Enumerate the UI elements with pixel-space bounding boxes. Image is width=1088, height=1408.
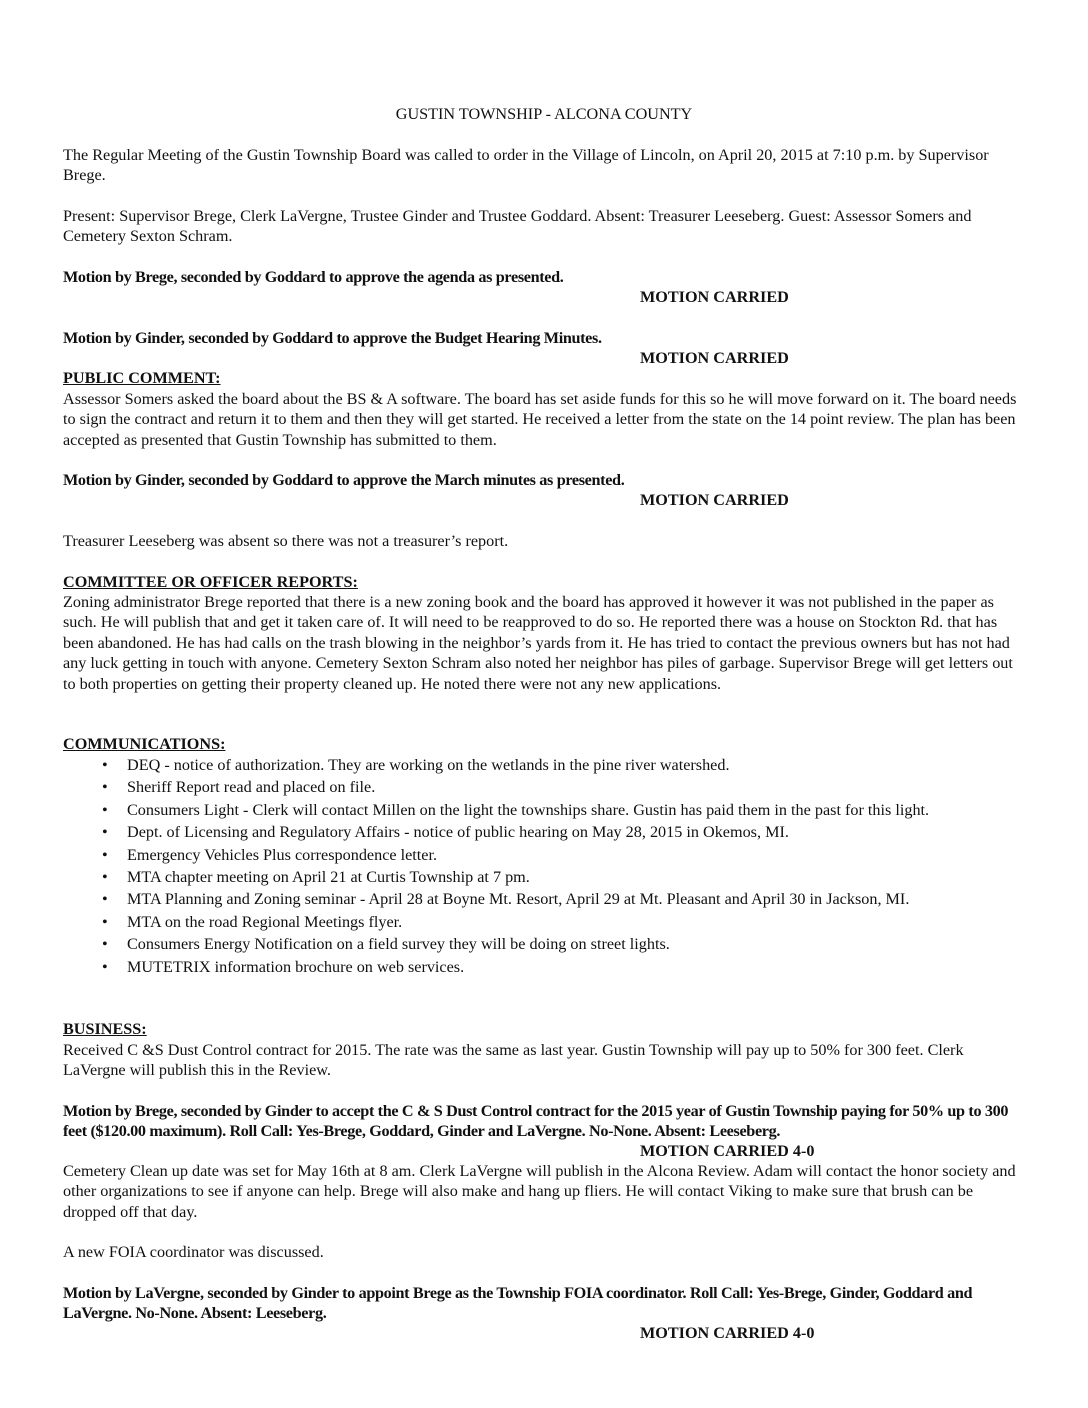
motion-carried-dust: MOTION CARRIED 4-0 [640, 1142, 815, 1160]
motion-carried-foia: MOTION CARRIED 4-0 [640, 1324, 815, 1342]
attendance-paragraph: Present: Supervisor Brege, Clerk LaVergne, Trustee Ginder and Trustee Goddard. Absent: Treasurer Leeseberg. Guest: Assessor Somers and Cemetery Sexton Schram. [63, 207, 972, 246]
committee-heading: COMMITTEE OR OFFICER REPORTS: [63, 573, 358, 591]
list-item: • Emergency Vehicles Plus correspondence letter. [102, 845, 438, 864]
list-item: • MTA chapter meeting on April 21 at Curtis Township at 7 pm. [102, 867, 530, 886]
motion-agenda: Motion by Brege, seconded by Goddard to approve the agenda as presented. [63, 268, 564, 286]
intro-paragraph: The Regular Meeting of the Gustin Township Board was called to order in the Village of Lincoln, on April 20, 2015 at 7:10 p.m. by Supervisor Brege. [63, 146, 989, 185]
bullet-icon: • [102, 800, 108, 819]
bullet-icon: • [102, 756, 108, 774]
public-comment-heading: PUBLIC COMMENT: [63, 369, 221, 387]
bullet-icon: • [102, 935, 108, 954]
foia-note: A new FOIA coordinator was discussed. [63, 1243, 324, 1261]
treasurer-note: Treasurer Leeseberg was absent so there was not a treasurer’s report. [63, 532, 509, 550]
bullet-icon: • [102, 867, 108, 886]
motion-carried-march: MOTION CARRIED [640, 491, 789, 509]
committee-body: Zoning administrator Brege reported that there is a new zoning book and the board has approved it however it was not published in the paper as such. He will publish that and get it taken care of. It will need to be reapproved to do so. He reported there was a house on Stockton Rd. that has been abandoned. He has had calls on the trash blowing in the neighbor’s yards from it. He has tried to contact the previous owners but has not had any luck getting in touch with anyone. Cemetery Sexton Schram also noted her neighbor has piles of garbage. Supervisor Brege will get letters out to both properties on getting their property cleaned up. He noted there were not any new applications. [63, 593, 1013, 693]
document-title: GUSTIN TOWNSHIP - ALCONA COUNTY [395, 105, 693, 123]
bullet-icon: • [102, 912, 108, 931]
list-item: • Sheriff Report read and placed on file. [102, 778, 376, 797]
cemetery-paragraph: Cemetery Clean up date was set for May 16th at 8 am. Clerk LaVergne will publish in the Alcona Review. Adam will contact the honor society and other organizations to see if anyone can help. Brege will also make and hang up fliers. He will contact Viking to make sure that brush can be dropped off that day. [63, 1162, 1016, 1221]
public-comment-body: Assessor Somers asked the board about the BS & A software. The board has set aside funds for this so he will move forward on it. The board needs to sign the contract and return it to them and then they will get started. He received a letter from the state on the 14 point review. The plan has been accepted as presented that Gustin Township has submitted to them. [63, 390, 1017, 449]
motion-budget-minutes: Motion by Ginder, seconded by Goddard to approve the Budget Hearing Minutes. [63, 329, 602, 347]
motion-foia-coordinator: Motion by LaVergne, seconded by Ginder to appoint Brege as the Township FOIA coordinator. Roll Call: Yes-Brege, Ginder, Goddard and LaVergne. No-None. Absent: Leeseberg. [63, 1284, 973, 1323]
business-heading: BUSINESS: [63, 1020, 147, 1038]
business-body: Received C &S Dust Control contract for 2015. The rate was the same as last year. Gustin Township will pay up to 50% for 300 feet. Clerk LaVergne will publish this in the Review. [63, 1041, 964, 1080]
list-item: • Dept. of Licensing and Regulatory Affairs - notice of public hearing on May 28, 2015 in Okemos, MI. [102, 823, 789, 842]
list-item: • DEQ - notice of authorization. They are working on the wetlands in the pine river watershed. [102, 756, 730, 774]
list-item: • Consumers Energy Notification on a field survey they will be doing on street lights. [102, 935, 670, 954]
motion-march-minutes: Motion by Ginder, seconded by Goddard to approve the March minutes as presented. [63, 471, 625, 489]
bullet-icon: • [102, 845, 108, 864]
list-item: • Consumers Light - Clerk will contact Millen on the light the townships share. Gustin has paid them in the past for this light. [102, 800, 930, 819]
motion-dust-control: Motion by Brege, seconded by Ginder to accept the C & S Dust Control contract for the 2015 year of Gustin Township paying for 50% up to 300 feet ($120.00 maximum). Roll Call: Yes-Brege, Goddard, Ginder and LaVergne. No-None. Absent: Leeseberg. [63, 1102, 1009, 1141]
communications-heading: COMMUNICATIONS: [63, 735, 226, 753]
motion-carried-budget: MOTION CARRIED [640, 349, 789, 367]
bullet-icon: • [102, 957, 108, 976]
bullet-icon: • [102, 823, 108, 842]
list-item: • MUTETRIX information brochure on web services. [102, 957, 465, 976]
motion-carried-agenda: MOTION CARRIED [640, 288, 789, 306]
communications-list [63, 755, 1023, 979]
list-item: • MTA on the road Regional Meetings flyer. [102, 912, 403, 931]
bullet-icon: • [102, 890, 108, 909]
bullet-icon: • [102, 778, 108, 797]
list-item: • MTA Planning and Zoning seminar - April 28 at Boyne Mt. Resort, April 29 at Mt. Pleasant and April 30 in Jackson, MI. [102, 890, 910, 909]
